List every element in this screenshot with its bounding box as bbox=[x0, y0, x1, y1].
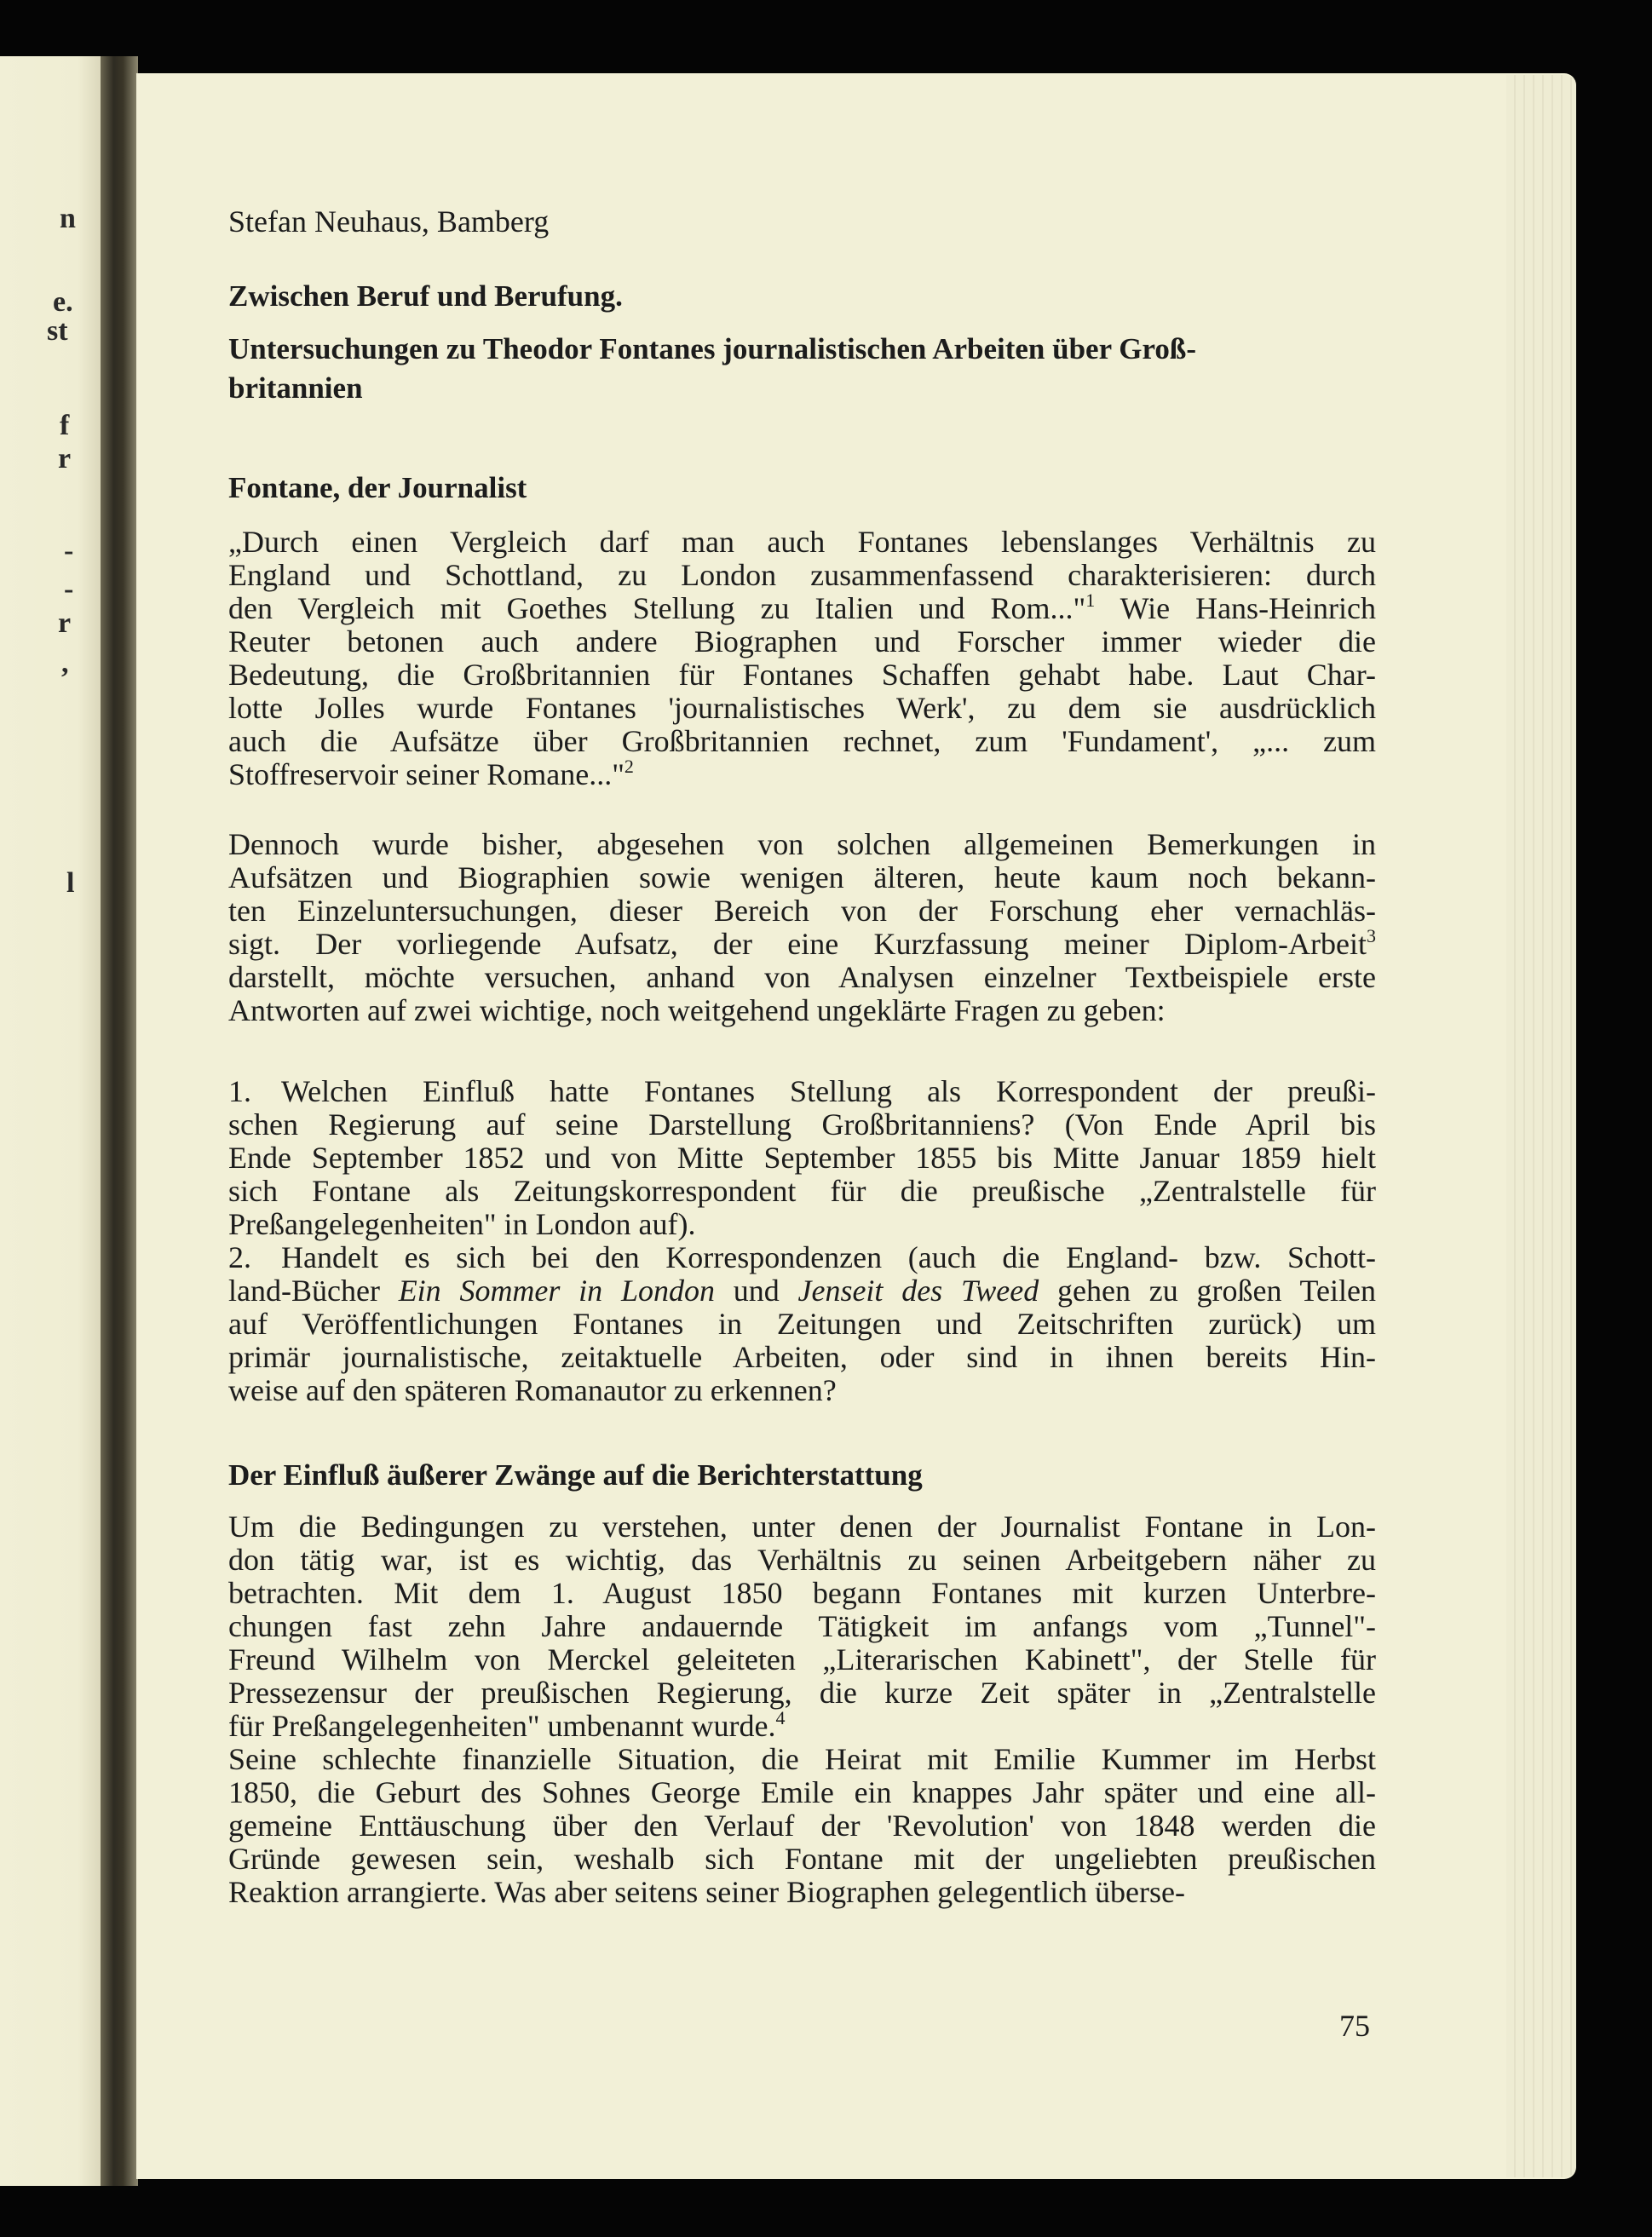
footnote-marker[interactable]: 4 bbox=[775, 1707, 786, 1728]
text-run: ten Einzeluntersuchungen, dieser Bereich von der Forschung eher vernachläs- bbox=[228, 894, 1376, 928]
book-title: Jenseit des Tweed bbox=[797, 1274, 1039, 1308]
text-run: lotte Jolles wurde Fontanes 'journalistisches Werk', zu dem sie ausdrücklich bbox=[228, 691, 1376, 725]
list-number: 2. bbox=[228, 1240, 251, 1274]
text-run: Dennoch wurde bisher, abgesehen von solchen allgemeinen Bemerkungen in bbox=[228, 827, 1376, 861]
text-line bbox=[228, 1843, 1376, 1876]
text-line bbox=[228, 925, 1376, 961]
text-line bbox=[228, 894, 1376, 928]
page-number: 75 bbox=[1339, 2009, 1370, 2043]
text-line bbox=[228, 994, 1376, 1027]
previous-page-fragment: , bbox=[61, 647, 69, 679]
research-questions-list bbox=[228, 1075, 1376, 1407]
text-run: Ende September 1852 und von Mitte September 1855 bis Mitte Januar 1859 hielt bbox=[228, 1141, 1376, 1175]
text-run: Reaktion arrangierte. Was aber seitens seiner Biographen gelegentlich überse- bbox=[228, 1875, 1185, 1909]
text-line bbox=[228, 1274, 1376, 1308]
text-run: chungen fast zehn Jahre andauernde Tätigkeit im anfangs vom „Tunnel"- bbox=[228, 1609, 1376, 1643]
text-line bbox=[228, 1676, 1376, 1710]
page-edges bbox=[1506, 75, 1576, 2177]
text-line bbox=[228, 758, 1376, 791]
previous-page-fragment: st bbox=[47, 315, 68, 347]
text-line bbox=[228, 1374, 1376, 1407]
text-run: für Preßangelegenheiten" umbenannt wurde. bbox=[228, 1709, 776, 1743]
section-heading-influence: Der Einfluß äußerer Zwänge auf die Berichterstattung bbox=[228, 1458, 923, 1492]
text-run: 1850, die Geburt des Sohnes George Emile ein knappes Jahr später und eine all- bbox=[228, 1775, 1376, 1809]
previous-page-fragment: l bbox=[66, 867, 75, 899]
text-line bbox=[228, 625, 1376, 658]
text-line bbox=[228, 1610, 1376, 1643]
text-run: Bedeutung, die Großbritannien für Fontanes Schaffen gehabt habe. Laut Char- bbox=[228, 658, 1376, 692]
text-line bbox=[228, 692, 1376, 725]
text-line bbox=[228, 526, 1376, 559]
footnote-marker[interactable]: 2 bbox=[624, 756, 634, 777]
text-run: betrachten. Mit dem 1. August 1850 begann Fontanes mit kurzen Unterbre- bbox=[228, 1576, 1376, 1610]
text-line bbox=[228, 658, 1376, 692]
text-run: schen Regierung auf seine Darstellung Großbritanniens? (Von Ende April bis bbox=[228, 1107, 1376, 1142]
book-gutter bbox=[101, 56, 138, 2186]
article-title: Zwischen Beruf und Berufung. bbox=[228, 279, 623, 313]
text-run: Pressezensur der preußischen Regierung, die kurze Zeit später in „Zentralstelle bbox=[228, 1676, 1376, 1710]
previous-page-fragment: r bbox=[58, 607, 72, 639]
previous-page-fragment: f bbox=[60, 410, 70, 441]
text-run: Aufsätzen und Biographien sowie wenigen älteren, heute kaum noch bekann- bbox=[228, 860, 1376, 894]
text-run: gehen zu großen Teilen bbox=[1039, 1274, 1376, 1308]
text-run: Gründe gewesen sein, weshalb sich Fontane mit der ungeliebten preußischen bbox=[228, 1842, 1376, 1876]
author-line: Stefan Neuhaus, Bamberg bbox=[228, 204, 550, 239]
section-heading-journalist: Fontane, der Journalist bbox=[228, 471, 527, 504]
text-line bbox=[228, 1707, 1376, 1743]
text-run: auf Veröffentlichungen Fontanes in Zeitungen und Zeitschriften zurück) um bbox=[228, 1307, 1376, 1341]
text-run: darstellt, möchte versuchen, anhand von Analysen einzelner Textbeispiele erste bbox=[228, 960, 1376, 994]
text-run: sich Fontane als Zeitungskorrespondent für die preußische „Zentralstelle für bbox=[228, 1174, 1376, 1208]
text-line bbox=[228, 559, 1376, 592]
previous-page-fragment: r bbox=[58, 443, 72, 474]
text-line bbox=[228, 1577, 1376, 1610]
footnote-marker[interactable]: 1 bbox=[1085, 589, 1096, 611]
text-run: weise auf den späteren Romanautor zu erkennen? bbox=[228, 1373, 837, 1407]
text-run: Wie Hans-Heinrich bbox=[1095, 591, 1377, 625]
paragraph-intro-quote bbox=[228, 526, 1376, 791]
text-line bbox=[228, 828, 1376, 861]
text-run: gemeine Enttäuschung über den Verlauf der 'Revolution' von 1848 werden die bbox=[228, 1809, 1376, 1843]
text-run: Handelt es sich bei den Korrespondenzen (auch die England- bzw. Schott- bbox=[281, 1240, 1376, 1274]
text-line bbox=[228, 1809, 1376, 1843]
text-line bbox=[228, 589, 1377, 625]
text-line bbox=[228, 1776, 1376, 1809]
text-run: land-Bücher bbox=[228, 1274, 399, 1308]
previous-page-fragment: - bbox=[64, 535, 74, 566]
text-line bbox=[228, 1510, 1376, 1544]
text-run: „Durch einen Vergleich darf man auch Fontanes lebenslanges Verhältnis zu bbox=[228, 525, 1376, 559]
text-line bbox=[228, 861, 1376, 894]
paragraph-research-gap bbox=[228, 828, 1376, 1027]
text-line bbox=[228, 1643, 1376, 1676]
text-run: auch die Aufsätze über Großbritannien rechnet, zum 'Fundament', „... zum bbox=[228, 724, 1376, 758]
text-run: und bbox=[714, 1274, 798, 1308]
previous-page bbox=[0, 56, 104, 2186]
text-run: sigt. Der vorliegende Aufsatz, der eine Kurzfassung meiner Diplom-Arbeit bbox=[228, 927, 1367, 961]
article-subtitle-line-2: britannien bbox=[228, 371, 363, 405]
book-title: Ein Sommer in London bbox=[398, 1274, 715, 1308]
previous-page-fragment: n bbox=[60, 203, 76, 234]
text-line bbox=[228, 1142, 1376, 1175]
text-run: Antworten auf zwei wichtige, noch weitgehend ungeklärte Fragen zu geben: bbox=[228, 993, 1166, 1027]
previous-page-fragment: - bbox=[64, 573, 74, 605]
footnote-marker[interactable]: 3 bbox=[1367, 925, 1376, 946]
text-line bbox=[228, 1544, 1376, 1577]
text-line bbox=[228, 1075, 1376, 1108]
text-run: Welchen Einfluß hatte Fontanes Stellung als Korrespondent der preußi- bbox=[281, 1074, 1376, 1108]
text-run: England und Schottland, zu London zusammenfassend charakterisieren: durch bbox=[228, 558, 1376, 592]
text-run: primär journalistische, zeitaktuelle Arbeiten, oder sind in ihnen bereits Hin- bbox=[228, 1340, 1376, 1374]
text-line bbox=[228, 725, 1376, 758]
text-run: Um die Bedingungen zu verstehen, unter denen der Journalist Fontane in Lon- bbox=[228, 1510, 1376, 1544]
text-line bbox=[228, 1175, 1376, 1208]
text-run: Reuter betonen auch andere Biographen und Forscher immer wieder die bbox=[228, 624, 1376, 658]
text-run: Freund Wilhelm von Merckel geleiteten „Literarischen Kabinett", der Stelle für bbox=[228, 1642, 1376, 1676]
text-line bbox=[228, 1108, 1376, 1142]
text-run: Seine schlechte finanzielle Situation, die Heirat mit Emilie Kummer im Herbst bbox=[228, 1742, 1376, 1776]
text-line bbox=[228, 1208, 1376, 1241]
text-line bbox=[228, 1341, 1376, 1374]
text-line bbox=[228, 961, 1376, 994]
text-line bbox=[228, 1876, 1376, 1909]
list-number: 1. bbox=[228, 1074, 251, 1108]
text-line bbox=[228, 1308, 1376, 1341]
article-subtitle-line-1: Untersuchungen zu Theodor Fontanes journalistischen Arbeiten über Groß- bbox=[228, 332, 1196, 365]
text-line bbox=[228, 1241, 1376, 1274]
text-line bbox=[228, 1743, 1376, 1776]
previous-page-fragment: e. bbox=[53, 286, 73, 318]
text-run: Stoffreservoir seiner Romane..." bbox=[228, 757, 625, 791]
paragraph-employers bbox=[228, 1510, 1376, 1909]
text-run: Preßangelegenheiten" in London auf). bbox=[228, 1207, 696, 1241]
text-run: don tätig war, ist es wichtig, das Verhältnis zu seinen Arbeitgebern näher zu bbox=[228, 1543, 1376, 1577]
text-run: den Vergleich mit Goethes Stellung zu Italien und Rom..." bbox=[228, 591, 1086, 625]
